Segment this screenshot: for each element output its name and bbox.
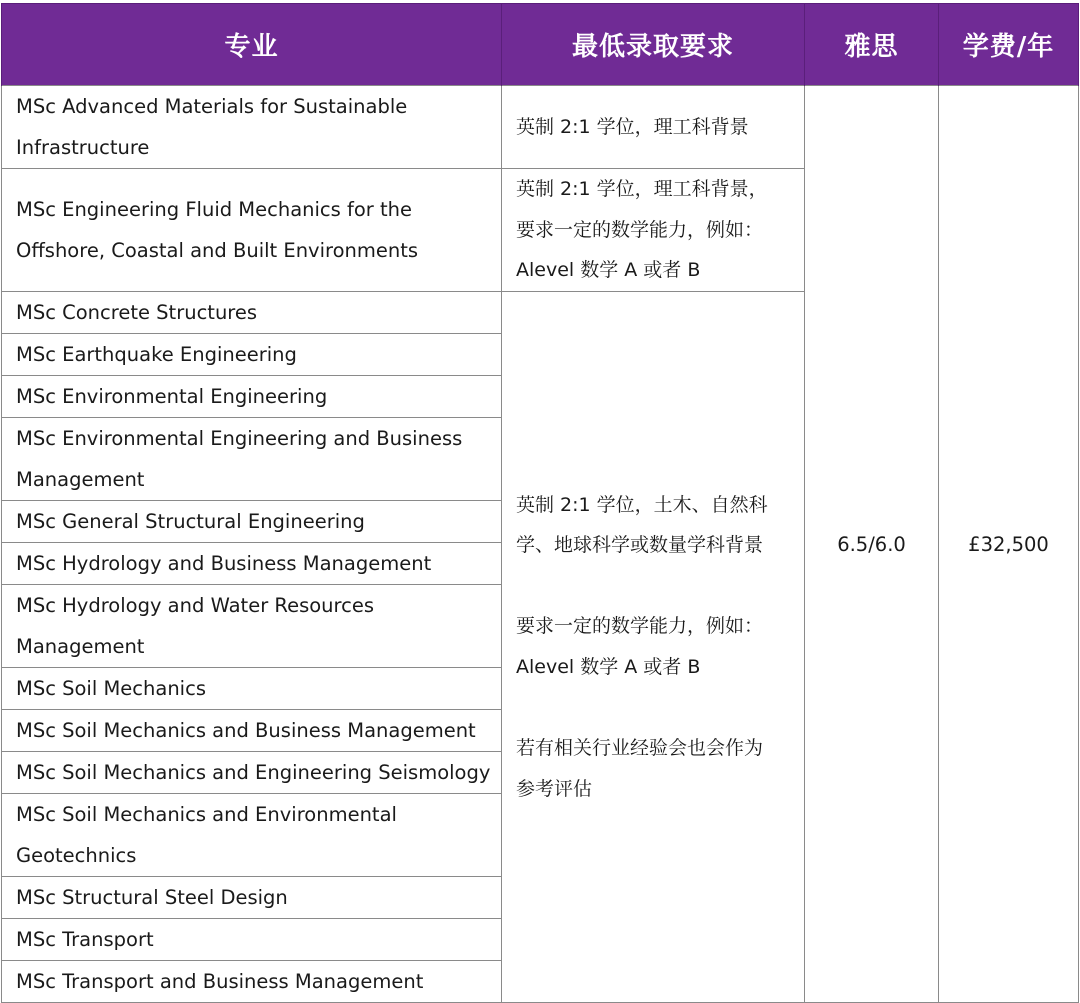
program-name: MSc Advanced Materials for Sustainable Infrastructure [2, 86, 502, 169]
spacer [516, 688, 796, 729]
program-name: MSc Soil Mechanics and Business Management [2, 710, 502, 752]
header-tuition: 学费/年 [939, 4, 1079, 86]
program-name: MSc Transport [2, 919, 502, 961]
program-name: MSc Structural Steel Design [2, 877, 502, 919]
program-name: MSc General Structural Engineering [2, 501, 502, 543]
program-requirements-table [1, 3, 1079, 1003]
program-name: MSc Engineering Fluid Mechanics for the Offshore, Coastal and Built Environments [2, 169, 502, 292]
program-name: MSc Hydrology and Business Management [2, 543, 502, 585]
requirement-line: 学、地球科学或数量学科背景 [516, 534, 764, 557]
program-name: MSc Environmental Engineering [2, 376, 502, 418]
requirement-line: 要求一定的数学能力，例如： [516, 615, 764, 638]
requirement-line: 英制 2:1 学位，土木、自然科 [516, 493, 768, 516]
program-name: MSc Soil Mechanics [2, 668, 502, 710]
tuition-fee: £32,500 [939, 86, 1079, 1003]
program-name: MSc Earthquake Engineering [2, 334, 502, 376]
program-name: MSc Concrete Structures [2, 292, 502, 334]
requirement-cell [502, 292, 805, 1003]
program-name: MSc Hydrology and Water Resources Management [2, 585, 502, 668]
requirement-line: 若有相关行业经验会也会作为 [516, 737, 764, 760]
ielts-score: 6.5/6.0 [805, 86, 939, 1003]
header-row [2, 4, 1079, 86]
requirement-cell: 英制 2:1 学位，理工科背景 [502, 86, 805, 169]
program-name: MSc Soil Mechanics and Engineering Seismology [2, 752, 502, 794]
requirement-line: 参考评估 [516, 777, 593, 800]
header-ielts: 雅思 [805, 4, 939, 86]
table-row [2, 86, 1079, 169]
program-name: MSc Transport and Business Management [2, 961, 502, 1003]
program-name: MSc Soil Mechanics and Environmental Geotechnics [2, 794, 502, 877]
program-name: MSc Environmental Engineering and Business Management [2, 418, 502, 501]
requirement-line: Alevel 数学 A 或者 B [516, 259, 701, 282]
spacer [516, 566, 796, 607]
requirement-cell [502, 169, 805, 292]
header-major: 专业 [2, 4, 502, 86]
requirement-line: 要求一定的数学能力，例如： [516, 218, 764, 241]
requirement-line: Alevel 数学 A 或者 B [516, 656, 701, 678]
header-requirement: 最低录取要求 [502, 4, 805, 86]
requirement-line: 英制 2:1 学位，理工科背景， [516, 178, 768, 201]
